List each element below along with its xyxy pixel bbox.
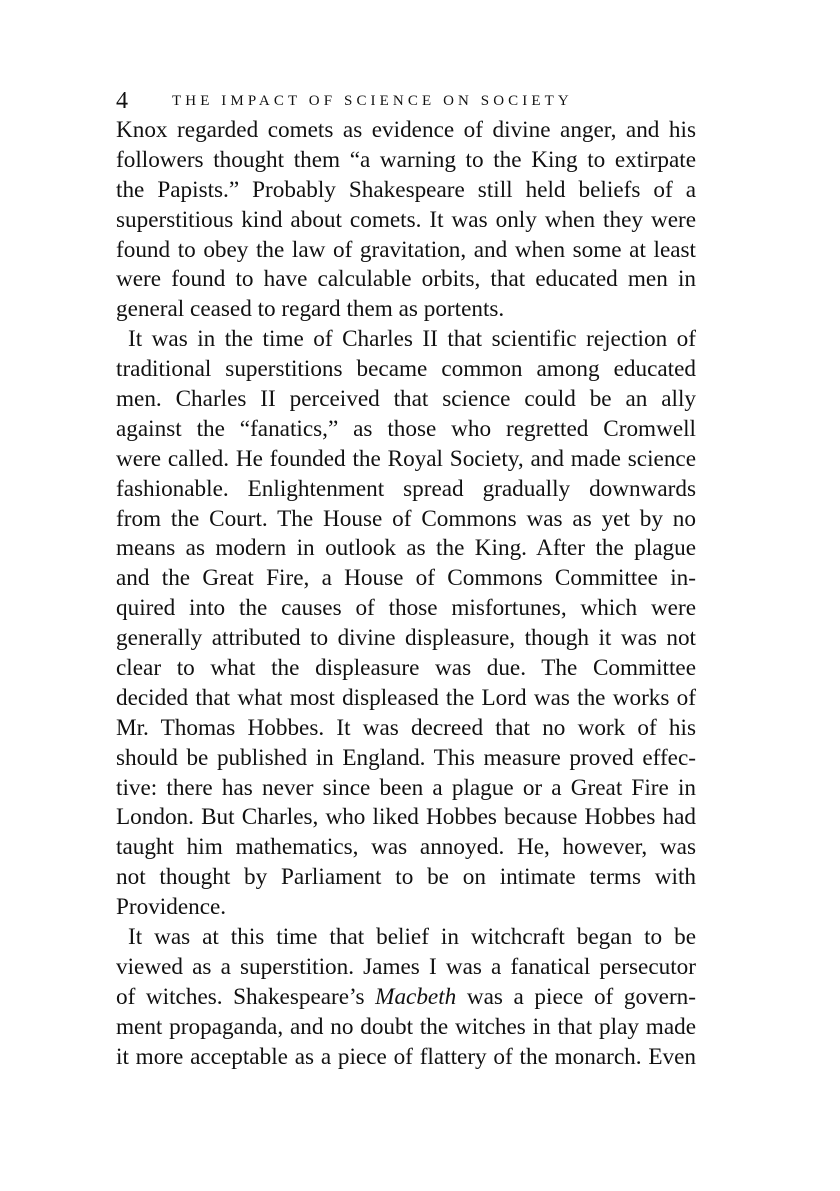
text-line: ment propaganda, and no doubt the witches in that play made xyxy=(116,1013,696,1040)
text-line: clear to what the displeasure was due. The Committee xyxy=(116,655,696,682)
text-line: men. Charles II perceived that science could be an ally xyxy=(116,386,696,413)
text-line: found to obey the law of gravitation, and when some at least xyxy=(116,236,696,263)
line-text-before-title: of witches. Shakespeare’s xyxy=(116,983,376,1010)
text-line: against the “fanatics,” as those who regretted Cromwell xyxy=(116,415,696,442)
text-line: were called. He founded the Royal Society, and made science xyxy=(116,445,696,472)
body-text xyxy=(116,116,696,1073)
text-line: tive: there has never since been a plague or a Great Fire in xyxy=(116,774,696,801)
text-line: followers thought them “a warning to the King to extirpate xyxy=(116,146,696,173)
text-line-with-title xyxy=(116,983,696,1013)
page-number: 4 xyxy=(116,88,128,114)
text-line: the Papists.” Probably Shakespeare still held beliefs of a xyxy=(116,176,696,203)
text-line: fashionable. Enlightenment spread gradually downwards xyxy=(116,475,696,502)
text-line: taught him mathematics, was annoyed. He, however, was xyxy=(116,834,696,861)
text-line: Knox regarded comets as evidence of divine anger, and his xyxy=(116,117,696,143)
text-line: superstitious kind about comets. It was only when they were xyxy=(116,206,696,233)
paragraph-last-line: general ceased to regard them as portents. xyxy=(116,296,505,323)
line-text-after-title: was a piece of govern- xyxy=(456,983,696,1010)
text-line: not thought by Parliament to be on intimate terms with xyxy=(116,864,696,891)
running-head xyxy=(116,86,696,116)
text-line: from the Court. The House of Commons was as yet by no xyxy=(116,505,696,532)
text-line: generally attributed to divine displeasure, though it was not xyxy=(116,625,696,652)
text-line: traditional superstitions became common among educated xyxy=(116,356,696,383)
text-line: should be published in England. This measure proved effec- xyxy=(116,744,696,771)
paragraph-last-line: Providence. xyxy=(116,894,227,921)
paragraph-first-line: It was in the time of Charles II that scientific rejection of xyxy=(128,326,696,353)
running-title: THE IMPACT OF SCIENCE ON SOCIETY xyxy=(172,93,573,109)
text-line: quired into the causes of those misfortunes, which were xyxy=(116,595,696,622)
text-line: means as modern in outlook as the King. After the plague xyxy=(116,535,696,562)
paragraph-first-line: It was at this time that belief in witchcraft began to be xyxy=(128,924,696,951)
play-title: Macbeth xyxy=(375,983,457,1010)
text-line: and the Great Fire, a House of Commons Committee in- xyxy=(116,565,696,592)
text-line: viewed as a superstition. James I was a fanatical persecutor xyxy=(116,953,696,980)
text-line: Mr. Thomas Hobbes. It was decreed that no work of his xyxy=(116,714,696,741)
text-line: it more acceptable as a piece of flattery of the monarch. Even xyxy=(116,1043,696,1070)
text-line: decided that what most displeased the Lord was the works of xyxy=(116,684,696,711)
text-line: London. But Charles, who liked Hobbes because Hobbes had xyxy=(116,804,696,831)
text-line: were found to have calculable orbits, that educated men in xyxy=(116,266,696,293)
